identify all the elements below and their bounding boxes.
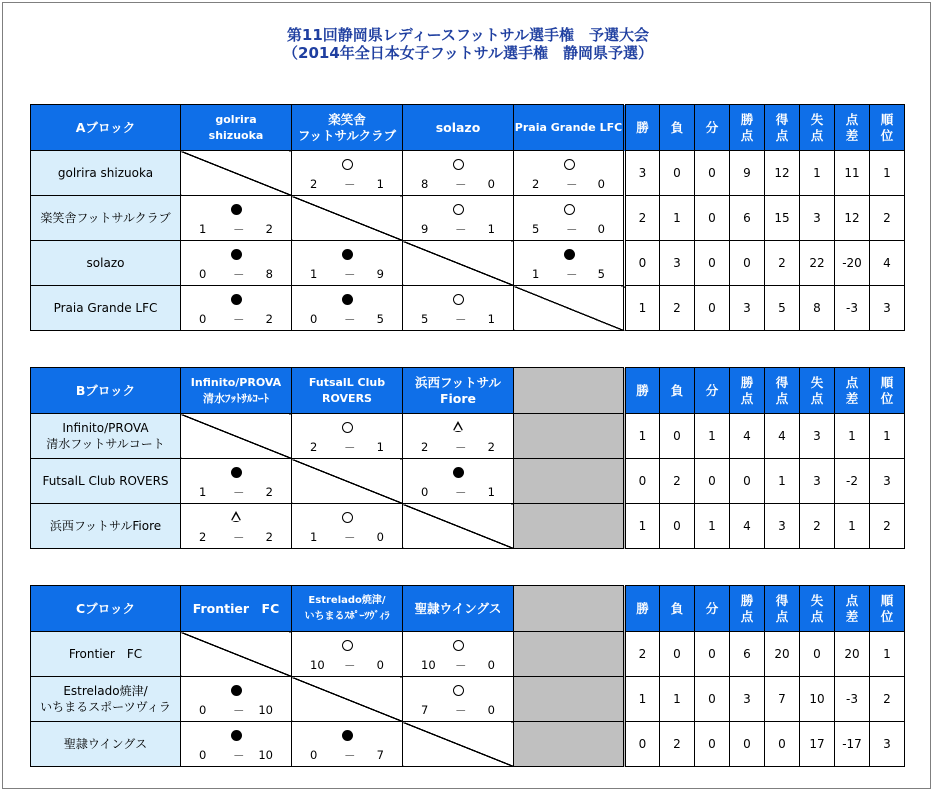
stat-value: 1 — [625, 286, 660, 331]
self-match-cell — [292, 459, 403, 504]
team-row — [31, 504, 905, 549]
goals-against: 0 — [597, 222, 605, 236]
match-result-cell — [181, 241, 292, 286]
team-name: FutsalL Club ROVERS — [31, 459, 181, 504]
opponent-column-header: golrira shizuoka — [181, 105, 292, 151]
stat-header: 失 点 — [800, 105, 835, 151]
stat-value: 12 — [765, 151, 800, 196]
stat-value: 1 — [695, 504, 730, 549]
stat-value: 3 — [800, 459, 835, 504]
stat-value: 2 — [660, 286, 695, 331]
goals-for: 10 — [310, 658, 325, 672]
match-result-cell — [403, 414, 514, 459]
self-match-cell — [403, 241, 514, 286]
stat-value: 20 — [835, 632, 870, 677]
empty-cell — [514, 677, 625, 722]
empty-cell — [514, 414, 625, 459]
loss-mark-icon — [342, 294, 353, 305]
stat-value: 1 — [835, 504, 870, 549]
opponent-column-header: 楽笑舎 フットサルクラブ — [292, 105, 403, 151]
goals-against: 7 — [376, 748, 384, 762]
win-mark-icon — [453, 159, 464, 170]
goals-against: 0 — [487, 177, 495, 191]
goals-for: 1 — [199, 222, 207, 236]
goals-for: 2 — [199, 530, 207, 544]
goals-against: 2 — [487, 440, 495, 454]
team-name: 楽笑舎フットサルクラブ — [31, 196, 181, 241]
opponent-column-header: FutsalL Club ROVERS — [292, 368, 403, 414]
stat-header: 負 — [660, 368, 695, 414]
score-dash: － — [233, 223, 245, 237]
win-mark-icon — [453, 685, 464, 696]
match-result-cell — [514, 151, 625, 196]
goals-against: 2 — [265, 312, 273, 326]
score-dash: － — [344, 749, 356, 763]
stat-value: 0 — [660, 504, 695, 549]
title-line-2: （2014年全日本女子フットサル選手権 静岡県予選） — [283, 44, 653, 62]
goals-for: 0 — [199, 267, 207, 281]
team-row — [31, 632, 905, 677]
self-match-cell — [292, 677, 403, 722]
score-dash: － — [455, 441, 467, 455]
stat-header: 負 — [660, 105, 695, 151]
stat-value: -3 — [835, 677, 870, 722]
stat-value: 1 — [800, 151, 835, 196]
stat-value: 1 — [695, 414, 730, 459]
team-name: Estrelado焼津/ いちまるスポーツヴィラ — [31, 677, 181, 722]
stat-header: 点 差 — [835, 105, 870, 151]
goals-for: 2 — [310, 440, 318, 454]
stat-value: 0 — [695, 722, 730, 767]
goals-against: 1 — [376, 440, 384, 454]
draw-mark-icon — [452, 421, 464, 432]
stat-value: 2 — [625, 632, 660, 677]
team-name: golrira shizuoka — [31, 151, 181, 196]
win-mark-icon — [342, 512, 353, 523]
opponent-column-header: Praia Grande LFC — [514, 105, 625, 151]
empty-column-header — [514, 586, 625, 632]
opponent-column-header: Frontier FC — [181, 586, 292, 632]
stat-value: 4 — [730, 414, 765, 459]
stat-value: 6 — [730, 196, 765, 241]
goals-against: 10 — [258, 703, 273, 717]
stat-header: 勝 点 — [730, 586, 765, 632]
stat-value: 7 — [765, 677, 800, 722]
score-dash: － — [233, 268, 245, 282]
match-result-cell — [292, 286, 403, 331]
match-result-cell — [181, 286, 292, 331]
stat-value: 0 — [625, 241, 660, 286]
stat-header: 勝 — [625, 368, 660, 414]
stat-value: 22 — [800, 241, 835, 286]
match-result-cell — [292, 722, 403, 767]
stat-value: 0 — [730, 722, 765, 767]
match-result-cell — [181, 459, 292, 504]
goals-against: 1 — [487, 485, 495, 499]
stat-value: 2 — [625, 196, 660, 241]
self-match-cell — [181, 151, 292, 196]
team-row — [31, 722, 905, 767]
stat-value: 4 — [730, 504, 765, 549]
goals-against: 0 — [487, 703, 495, 717]
goals-against: 2 — [265, 485, 273, 499]
stat-value: 1 — [870, 632, 905, 677]
self-match-cell — [403, 722, 514, 767]
goals-against: 5 — [597, 267, 605, 281]
match-result-cell — [403, 459, 514, 504]
stat-value: 11 — [835, 151, 870, 196]
stat-value: 5 — [765, 286, 800, 331]
goals-for: 2 — [532, 177, 540, 191]
score-dash: － — [455, 659, 467, 673]
team-name: 聖隷ウイングス — [31, 722, 181, 767]
opponent-column-header: Infinito/PROVA 清水ﾌｯﾄｻﾙｺｰﾄ — [181, 368, 292, 414]
stat-value: 2 — [765, 241, 800, 286]
stat-value: 15 — [765, 196, 800, 241]
empty-cell — [514, 632, 625, 677]
team-row — [31, 414, 905, 459]
stat-header: 失 点 — [800, 586, 835, 632]
stat-value: 4 — [765, 414, 800, 459]
stat-value: 3 — [765, 504, 800, 549]
stat-header: 得 点 — [765, 105, 800, 151]
score-dash: － — [455, 313, 467, 327]
block-label: Cブロック — [31, 586, 181, 632]
block-table-2 — [30, 585, 905, 767]
empty-cell — [514, 504, 625, 549]
stat-value: 0 — [695, 459, 730, 504]
stat-value: 3 — [660, 241, 695, 286]
stat-value: 3 — [800, 414, 835, 459]
self-match-cell — [181, 414, 292, 459]
match-result-cell — [292, 151, 403, 196]
stat-header: 分 — [695, 105, 730, 151]
score-dash: － — [233, 704, 245, 718]
score-dash: － — [344, 313, 356, 327]
team-row — [31, 459, 905, 504]
stat-value: 20 — [765, 632, 800, 677]
score-dash: － — [344, 178, 356, 192]
goals-for: 0 — [310, 312, 318, 326]
stat-header: 得 点 — [765, 586, 800, 632]
stat-value: 0 — [695, 286, 730, 331]
stat-value: 3 — [870, 459, 905, 504]
goals-for: 10 — [421, 658, 436, 672]
score-dash: － — [455, 178, 467, 192]
goals-against: 9 — [376, 267, 384, 281]
stat-value: 8 — [800, 286, 835, 331]
opponent-column-header: solazo — [403, 105, 514, 151]
loss-mark-icon — [342, 249, 353, 260]
score-dash: － — [344, 268, 356, 282]
loss-mark-icon — [231, 294, 242, 305]
stat-value: 0 — [765, 722, 800, 767]
stat-header: 勝 — [625, 105, 660, 151]
stat-value: 1 — [870, 414, 905, 459]
score-dash: － — [566, 223, 578, 237]
win-mark-icon — [453, 640, 464, 651]
match-result-cell — [403, 286, 514, 331]
stat-value: 0 — [800, 632, 835, 677]
goals-for: 0 — [421, 485, 429, 499]
team-row — [31, 151, 905, 196]
stat-value: 3 — [730, 286, 765, 331]
opponent-column-header: 浜西フットサル Fiore — [403, 368, 514, 414]
stat-header: 順 位 — [870, 586, 905, 632]
stat-header: 勝 — [625, 586, 660, 632]
goals-against: 1 — [376, 177, 384, 191]
score-dash: － — [233, 486, 245, 500]
match-result-cell — [292, 632, 403, 677]
match-result-cell — [403, 677, 514, 722]
score-dash: － — [233, 313, 245, 327]
win-mark-icon — [342, 159, 353, 170]
opponent-column-header: Estrelado焼津/ いちまるｽﾎﾟｰﾂｳﾞｨﾗ — [292, 586, 403, 632]
stat-value: 2 — [870, 677, 905, 722]
opponent-column-header: 聖隷ウイングス — [403, 586, 514, 632]
match-result-cell — [403, 632, 514, 677]
stat-header: 点 差 — [835, 368, 870, 414]
score-dash: － — [233, 531, 245, 545]
self-match-cell — [403, 504, 514, 549]
stat-value: 4 — [870, 241, 905, 286]
loss-mark-icon — [231, 685, 242, 696]
stat-value: 1 — [625, 414, 660, 459]
match-result-cell — [514, 196, 625, 241]
loss-mark-icon — [453, 467, 464, 478]
win-mark-icon — [342, 640, 353, 651]
goals-against: 0 — [487, 658, 495, 672]
score-dash: － — [455, 486, 467, 500]
stat-header: 失 点 — [800, 368, 835, 414]
goals-for: 5 — [421, 312, 429, 326]
score-dash: － — [566, 268, 578, 282]
block-label: Bブロック — [31, 368, 181, 414]
goals-for: 1 — [310, 530, 318, 544]
block-table-0 — [30, 104, 905, 331]
stat-value: 2 — [870, 504, 905, 549]
goals-against: 0 — [376, 658, 384, 672]
draw-mark-icon — [230, 511, 242, 522]
stat-value: 1 — [765, 459, 800, 504]
stat-value: 6 — [730, 632, 765, 677]
match-result-cell — [403, 151, 514, 196]
score-dash: － — [233, 749, 245, 763]
goals-against: 2 — [265, 530, 273, 544]
score-dash: － — [344, 441, 356, 455]
goals-for: 5 — [532, 222, 540, 236]
stat-value: 17 — [800, 722, 835, 767]
win-mark-icon — [342, 422, 353, 433]
win-mark-icon — [453, 204, 464, 215]
stat-value: 0 — [660, 151, 695, 196]
team-row — [31, 196, 905, 241]
stat-value: 0 — [695, 151, 730, 196]
stat-value: 10 — [800, 677, 835, 722]
stat-value: 2 — [660, 459, 695, 504]
win-mark-icon — [564, 159, 575, 170]
stat-header: 点 差 — [835, 586, 870, 632]
goals-against: 1 — [487, 312, 495, 326]
loss-mark-icon — [231, 249, 242, 260]
stat-header: 順 位 — [870, 368, 905, 414]
loss-mark-icon — [564, 249, 575, 260]
stat-value: 1 — [835, 414, 870, 459]
team-row — [31, 286, 905, 331]
goals-for: 8 — [421, 177, 429, 191]
stat-value: 2 — [870, 196, 905, 241]
stat-value: 3 — [625, 151, 660, 196]
stat-value: 9 — [730, 151, 765, 196]
team-row — [31, 241, 905, 286]
stat-value: -3 — [835, 286, 870, 331]
stat-value: 2 — [800, 504, 835, 549]
team-row — [31, 677, 905, 722]
score-dash: － — [455, 704, 467, 718]
match-result-cell — [292, 504, 403, 549]
self-match-cell — [181, 632, 292, 677]
stat-value: 3 — [730, 677, 765, 722]
goals-for: 7 — [421, 703, 429, 717]
loss-mark-icon — [342, 730, 353, 741]
stat-value: 12 — [835, 196, 870, 241]
empty-cell — [514, 459, 625, 504]
stat-header: 分 — [695, 368, 730, 414]
goals-against: 10 — [258, 748, 273, 762]
block-table-1 — [30, 367, 905, 549]
stat-value: 2 — [660, 722, 695, 767]
score-dash: － — [344, 659, 356, 673]
win-mark-icon — [453, 294, 464, 305]
self-match-cell — [292, 196, 403, 241]
stat-header: 順 位 — [870, 105, 905, 151]
stat-value: 0 — [730, 241, 765, 286]
empty-cell — [514, 722, 625, 767]
match-result-cell — [292, 241, 403, 286]
goals-against: 8 — [265, 267, 273, 281]
goals-against: 0 — [376, 530, 384, 544]
team-name: Infinito/PROVA 清水フットサルコート — [31, 414, 181, 459]
loss-mark-icon — [231, 467, 242, 478]
match-result-cell — [181, 677, 292, 722]
match-result-cell — [181, 504, 292, 549]
stat-value: 1 — [660, 677, 695, 722]
match-result-cell — [292, 414, 403, 459]
stat-value: 1 — [625, 504, 660, 549]
stat-header: 勝 点 — [730, 105, 765, 151]
self-match-cell — [514, 286, 625, 331]
goals-for: 2 — [421, 440, 429, 454]
stat-value: 0 — [660, 632, 695, 677]
goals-against: 1 — [487, 222, 495, 236]
goals-for: 0 — [199, 703, 207, 717]
stat-value: 1 — [870, 151, 905, 196]
empty-column-header — [514, 368, 625, 414]
match-result-cell — [403, 196, 514, 241]
stat-value: 0 — [730, 459, 765, 504]
stat-value: 0 — [695, 632, 730, 677]
stat-value: 0 — [625, 722, 660, 767]
block-label: Aブロック — [31, 105, 181, 151]
stat-header: 分 — [695, 586, 730, 632]
goals-for: 1 — [310, 267, 318, 281]
goals-for: 9 — [421, 222, 429, 236]
goals-for: 0 — [310, 748, 318, 762]
loss-mark-icon — [231, 730, 242, 741]
stat-header: 負 — [660, 586, 695, 632]
goals-against: 2 — [265, 222, 273, 236]
title-line-1: 第11回静岡県レディースフットサル選手権 予選大会 — [286, 26, 650, 44]
stat-value: 1 — [625, 677, 660, 722]
stat-value: 3 — [870, 286, 905, 331]
team-name: Frontier FC — [31, 632, 181, 677]
stat-value: -2 — [835, 459, 870, 504]
stat-header: 勝 点 — [730, 368, 765, 414]
goals-for: 0 — [199, 312, 207, 326]
goals-against: 0 — [597, 177, 605, 191]
stat-value: 0 — [695, 677, 730, 722]
team-name: Praia Grande LFC — [31, 286, 181, 331]
stat-header: 得 点 — [765, 368, 800, 414]
match-result-cell — [181, 196, 292, 241]
stat-value: 3 — [800, 196, 835, 241]
goals-against: 5 — [376, 312, 384, 326]
loss-mark-icon — [231, 204, 242, 215]
goals-for: 0 — [199, 748, 207, 762]
match-result-cell — [181, 722, 292, 767]
goals-for: 1 — [532, 267, 540, 281]
stat-value: 3 — [870, 722, 905, 767]
team-name: solazo — [31, 241, 181, 286]
stat-value: 0 — [625, 459, 660, 504]
stat-value: 0 — [660, 414, 695, 459]
stat-value: 0 — [695, 241, 730, 286]
stat-value: 0 — [695, 196, 730, 241]
match-result-cell — [514, 241, 625, 286]
stat-value: -20 — [835, 241, 870, 286]
score-dash: － — [455, 223, 467, 237]
win-mark-icon — [564, 204, 575, 215]
score-dash: － — [566, 178, 578, 192]
score-dash: － — [344, 531, 356, 545]
stat-value: -17 — [835, 722, 870, 767]
goals-for: 1 — [199, 485, 207, 499]
goals-for: 2 — [310, 177, 318, 191]
stat-value: 1 — [660, 196, 695, 241]
team-name: 浜西フットサルFiore — [31, 504, 181, 549]
